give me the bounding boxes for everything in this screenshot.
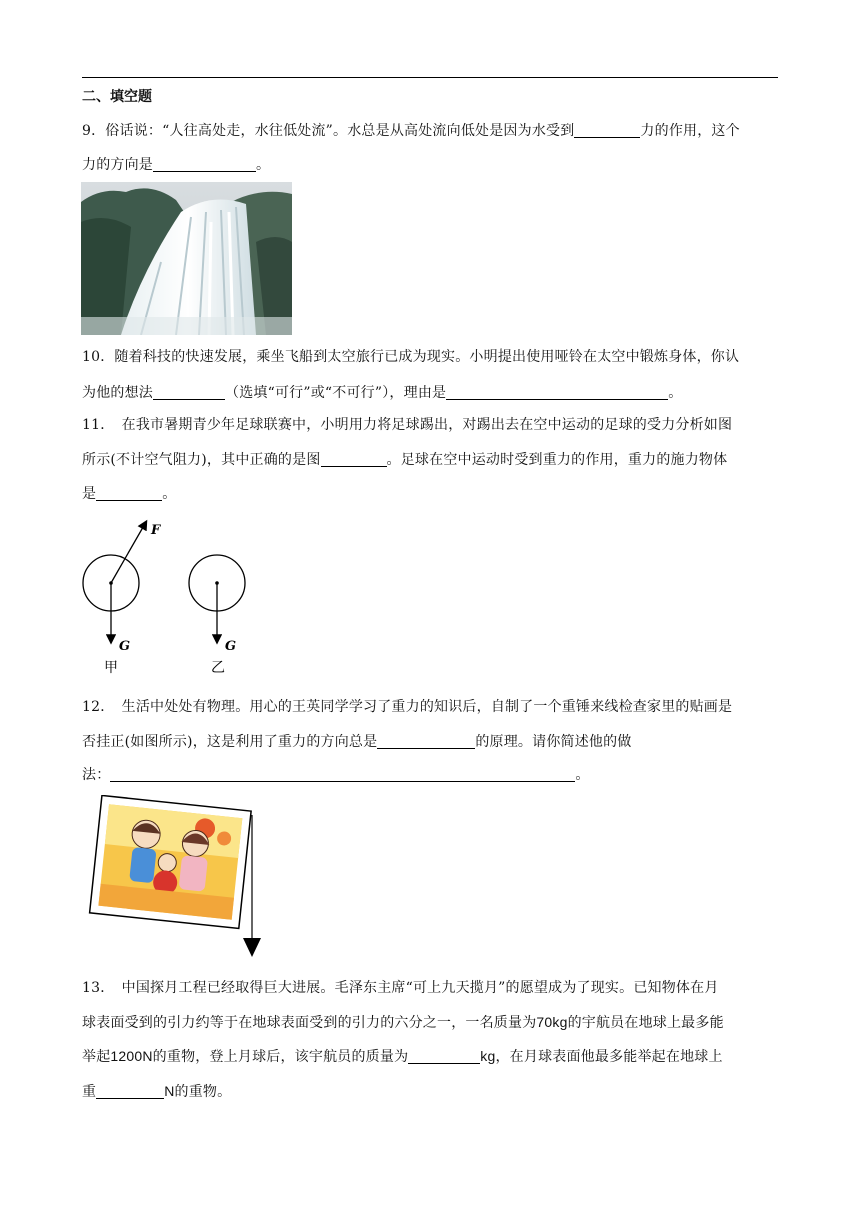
label-g1: G bbox=[119, 639, 131, 654]
q12-line-3: 法： 。 bbox=[82, 767, 590, 783]
q11-line-1: 11． 在我市暑期青少年足球联赛中，小明用力将足球踢出，对踢出去在空中运动的足球的受力分析如图 bbox=[82, 417, 733, 433]
picture-frame-image bbox=[80, 795, 270, 965]
q13-blank-2[interactable] bbox=[96, 1084, 164, 1099]
ball-a bbox=[83, 522, 146, 642]
q9-line-2: 力的方向是 。 bbox=[82, 157, 271, 173]
q11-line-2: 所示(不计空气阻力)，其中正确的是图 。足球在空中运动时受到重力的作用，重力的施力物体 bbox=[82, 452, 728, 468]
q13-line-3: 举起1200N的重物，登上月球后，该宇航员的质量为 kg，在月球表面他最多能举起在地球上 bbox=[82, 1048, 723, 1065]
q10-blank-1[interactable] bbox=[153, 385, 225, 400]
caption-jia: 甲 bbox=[104, 660, 118, 676]
force-diagram bbox=[80, 512, 260, 677]
q11-line-3: 是 。 bbox=[82, 486, 177, 502]
ball-b bbox=[189, 555, 245, 642]
q12-blank-2[interactable] bbox=[110, 767, 575, 782]
plumb-bob bbox=[243, 938, 261, 957]
q9-blank-1[interactable] bbox=[574, 123, 640, 138]
q13-line-2: 球表面受到的引力约等于在地球表面受到的引力的六分之一，一名质量为70kg的宇航员在地球上最多能 bbox=[82, 1014, 724, 1031]
label-g2: G bbox=[225, 639, 237, 654]
q10-line-2: 为他的想法 （选填“可行”或“不可行”），理由是 。 bbox=[82, 385, 683, 401]
caption-yi: 乙 bbox=[211, 660, 225, 676]
q13-blank-1[interactable] bbox=[408, 1049, 480, 1064]
header-rule bbox=[82, 77, 778, 78]
label-f: F bbox=[151, 523, 161, 538]
q10-line-1: 10．随着科技的快速发展，乘坐飞船到太空旅行已成为现实。小明提出使用哑铃在太空中锻炼身体，你认 bbox=[82, 349, 740, 365]
q13-line-4: 重 N的重物。 bbox=[82, 1083, 232, 1100]
q13-line-1: 13． 中国探月工程已经取得巨大进展。毛泽东主席“可上九天揽月”的愿望成为了现实。已知物体在月 bbox=[82, 980, 719, 996]
section-title: 二、填空题 bbox=[82, 89, 152, 105]
q12-blank-1[interactable] bbox=[377, 734, 475, 749]
waterfall-image bbox=[81, 182, 292, 335]
q10-blank-2[interactable] bbox=[446, 385, 668, 400]
q9-blank-2[interactable] bbox=[153, 157, 256, 172]
q11-blank-1[interactable] bbox=[321, 452, 387, 467]
q9-line-1: 9．俗话说：“人往高处走，水往低处流”。水总是从高处流向低处是因为水受到 力的作用，这个 bbox=[82, 123, 740, 139]
q11-blank-2[interactable] bbox=[96, 486, 162, 501]
q12-line-2: 否挂正(如图所示)，这是利用了重力的方向总是 的原理。请你简述他的做 bbox=[82, 734, 632, 750]
force-f-arrow bbox=[111, 522, 146, 583]
q12-line-1: 12． 生活中处处有物理。用心的王英同学学习了重力的知识后，自制了一个重锤来线检查家里的贴画是 bbox=[82, 699, 733, 715]
